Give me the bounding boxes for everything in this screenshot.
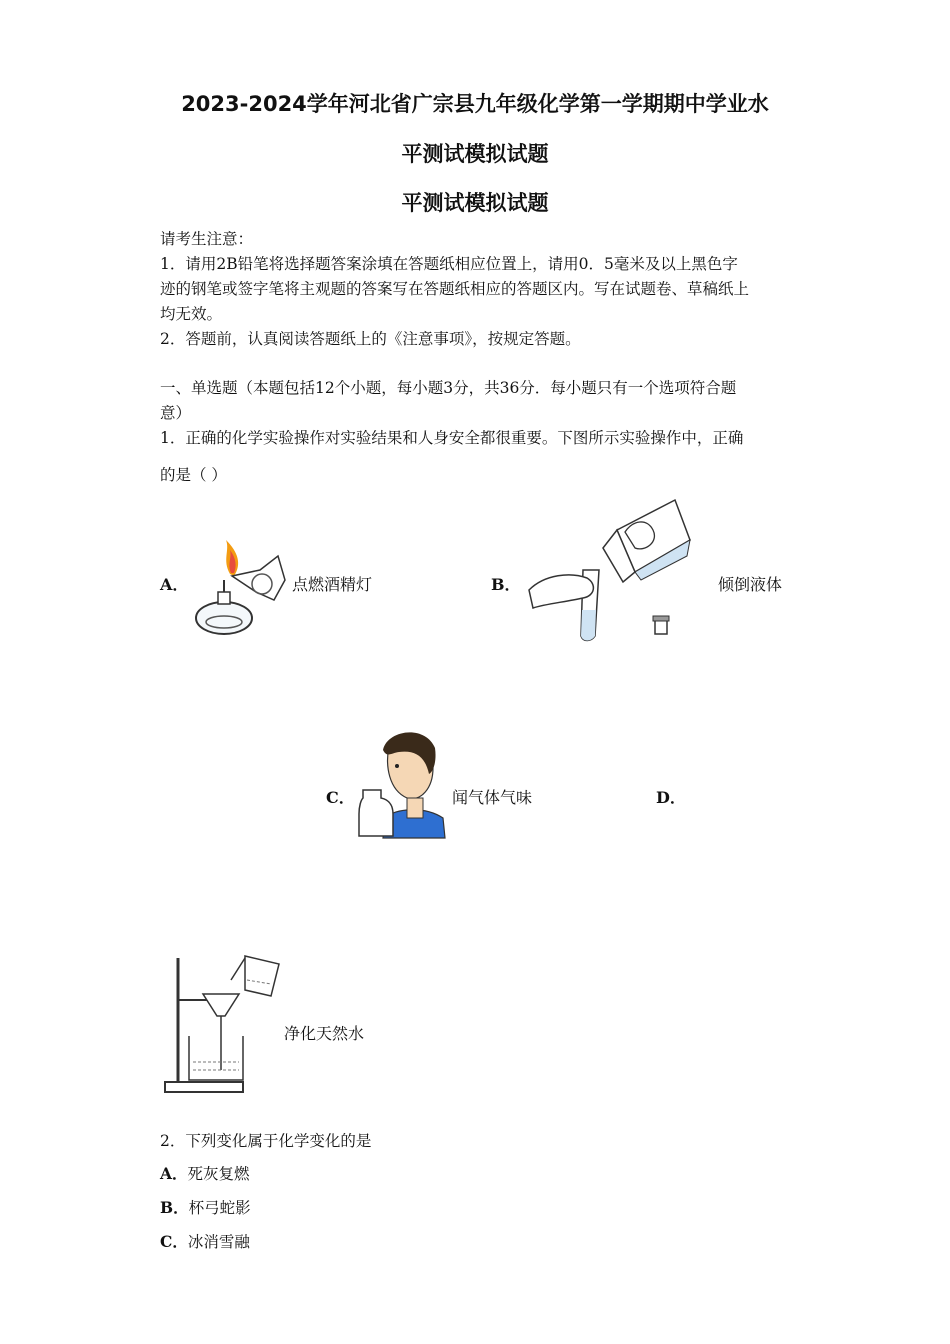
notice-item1-line3: 均无效。 [160,305,223,323]
q1-option-c-caption: 闻气体气味 [452,788,533,807]
q1-option-d-caption: 净化天然水 [284,1024,365,1043]
section-heading-line1: 一、单选题（本题包括12个小题，每小题3分，共36分．每小题只有一个选项符合题 [160,379,737,397]
pouring-liquid-illustration [525,490,695,645]
q1-option-b-label: B． [491,575,521,594]
q2-option-c [160,1230,800,1252]
q2-option-a-text: 死灰复燃 [187,1165,250,1183]
q2-option-c-text: 冰消雪融 [187,1233,250,1251]
smelling-gas-illustration [355,728,450,838]
notice-item1-line2: 迹的钢笔或签字笔将主观题的答案写在答题纸相应的答题区内。写在试题卷、草稿纸上 [160,280,750,298]
notice-heading: 请考生注意： [160,230,254,248]
q2-option-b [160,1196,800,1218]
q1-option-d-label: D． [656,788,686,807]
q2-option-a [160,1162,800,1184]
q1-stem-line2: 的是（ ） [160,466,227,484]
notice-item2: 2．答题前，认真阅读答题纸上的《注意事项》，按规定答题。 [160,330,581,348]
q1-option-b-caption: 倾倒液体 [718,575,783,594]
q2-option-b-text: 杯弓蛇影 [188,1199,251,1217]
q2-option-c-label: C． [160,1232,188,1251]
page-title-line3: 平测试模拟试题 [401,191,549,215]
q1-option-c-label: C． [326,788,355,807]
section-heading-line2: 意） [160,404,192,422]
q2-option-b-label: B． [160,1198,189,1217]
water-filtration-illustration [163,950,288,1095]
page-title-line1: 2023-2024学年河北省广宗县九年级化学第一学期期中学业水 [181,92,769,116]
q1-stem-line1: 1．正确的化学实验操作对实验结果和人身安全都很重要。下图所示实验操作中，正确 [160,429,744,447]
notice-item1-line1: 1．请用2B铅笔将选择题答案涂填在答题纸相应位置上，请用0．5毫米及以上黑色字 [160,255,738,273]
q2-stem: 2．下列变化属于化学变化的是 [160,1132,372,1150]
lighting-alcohol-lamp-illustration [190,540,290,644]
q2-option-a-label: A． [160,1164,188,1183]
page-title-line2: 平测试模拟试题 [401,142,549,166]
q1-option-a-caption: 点燃酒精灯 [292,575,373,594]
q1-option-a-label: A． [160,575,189,594]
